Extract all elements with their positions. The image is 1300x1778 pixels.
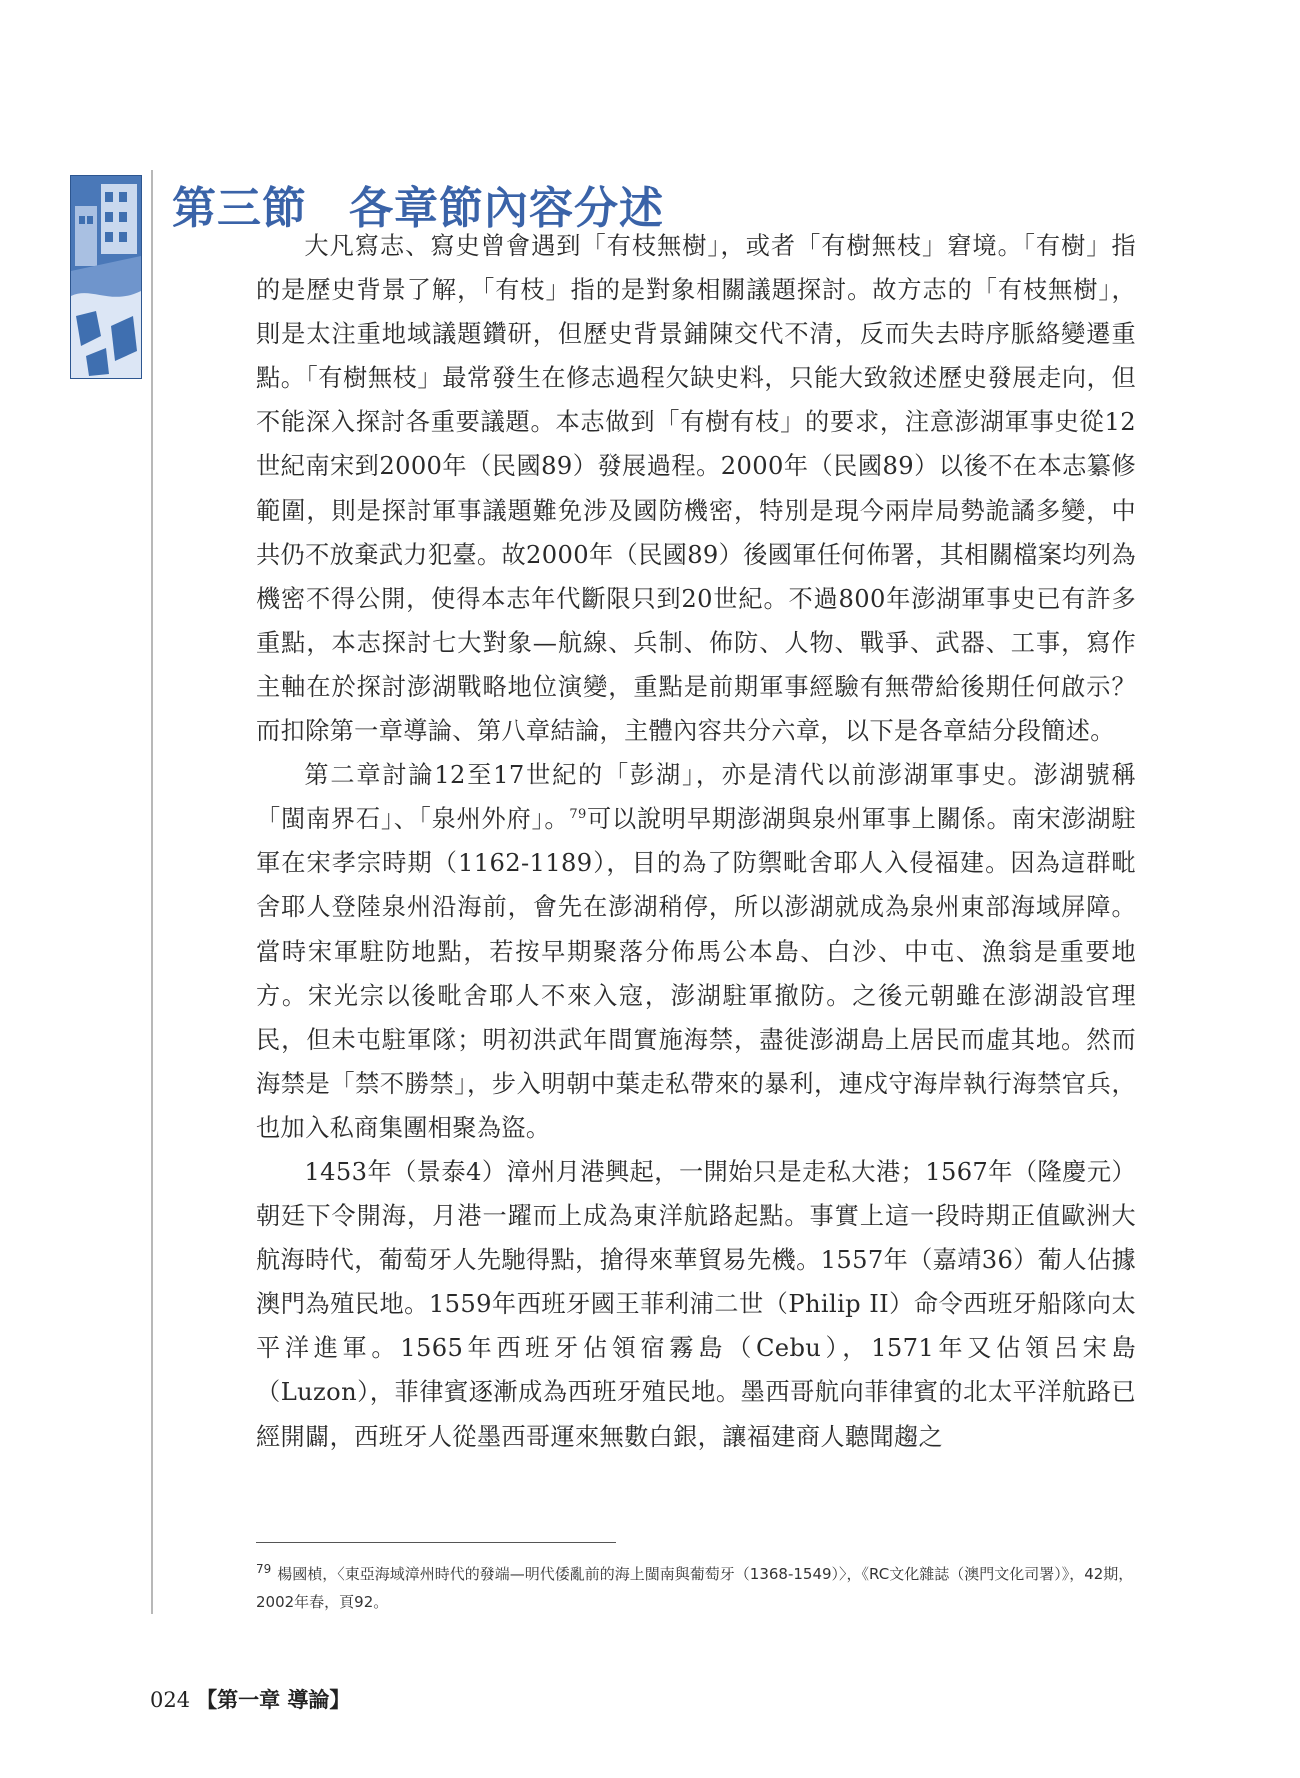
paragraph: 1453年（景泰4）漳州月港興起，一開始只是走私大港；1567年（隆慶元）朝廷下令開海，月港一躍而上成為東洋航路起點。事實上這一段時期正值歐洲大航海時代，葡萄牙人先馳得點，搶得來華貿易先機。1557年（嘉靖36）葡人佔據澳門為殖民地。1559年西班牙國王菲利浦二世（Philip II）命令西班牙船隊向太平洋進軍。1565年西班牙佔領宿霧島（Cebu），1571年又佔領呂宋島（Luzon），菲律賓逐漸成為西班牙殖民地。墨西哥航向菲律賓的北太平洋航路已經開闢，西班牙人從墨西哥運來無數白銀，讓福建商人聽聞趨之 (256, 1157, 1136, 1451)
footnote-mark: 79 (256, 1562, 272, 1576)
body-text (256, 224, 1136, 1459)
section-number: 第三節 (172, 183, 307, 234)
paragraph (256, 753, 1136, 1150)
section-title-text: 各章節內容分述 (349, 183, 664, 234)
page-number: 024 (150, 1688, 191, 1712)
footnote (256, 1560, 1136, 1616)
footnote-text: 楊國楨，〈東亞海域漳州時代的發端—明代倭亂前的海上閩南與葡萄牙（1368-1549）〉，《RC文化雜誌（澳門文化司署）》，42期，2002年春，頁92。 (256, 1565, 1134, 1611)
footnote-reference[interactable]: 79 (569, 807, 587, 823)
footnote-divider (256, 1542, 616, 1543)
page-footer (150, 1684, 350, 1714)
paragraph: 大凡寫志、寫史曾會遇到「有枝無樹」，或者「有樹無枝」窘境。「有樹」指的是歷史背景了解，「有枝」指的是對象相關議題探討。故方志的「有枝無樹」，則是太注重地域議題鑽研，但歷史背景鋪陳交代不清，反而失去時序脈絡變遷重點。「有樹無枝」最常發生在修志過程欠缺史料，只能大致敘述歷史發展走向，但不能深入探討各重要議題。本志做到「有樹有枝」的要求，注意澎湖軍事史從12世紀南宋到2000年（民國89）發展過程。2000年（民國89）以後不在本志纂修範圍，則是探討軍事議題難免涉及國防機密，特別是現今兩岸局勢詭譎多變，中共仍不放棄武力犯臺。故2000年（民國89）後國軍任何佈署，其相關檔案均列為機密不得公開，使得本志年代斷限只到20世紀。不過800年澎湖軍事史已有許多重點，本志探討七大對象—航線、兵制、佈防、人物、戰爭、武器、工事，寫作主軸在於探討澎湖戰略地位演變，重點是前期軍事經驗有無帶給後期任何啟示？而扣除第一章導論、第八章結論，主體內容共分六章，以下是各章結分段簡述。 (256, 232, 1136, 746)
section-decorative-photo (70, 175, 142, 379)
running-chapter-title: 【第一章 導論】 (196, 1687, 351, 1712)
street-scene-illustration (71, 176, 141, 378)
paragraph-text: 可以說明早期澎湖與泉州軍事上關係。南宋澎湖駐軍在宋孝宗時期（1162-1189），目的為了防禦毗舍耶人入侵福建。因為這群毗舍耶人登陸泉州沿海前，會先在澎湖稍停，所以澎湖就成為泉州東部海域屏障。當時宋軍駐防地點，若按早期聚落分佈馬公本島、白沙、中屯、漁翁是重要地方。宋光宗以後毗舍耶人不來入寇，澎湖駐軍撤防。之後元朝雖在澎湖設官理民，但未屯駐軍隊；明初洪武年間實施海禁，盡徙澎湖島上居民而虛其地。然而海禁是「禁不勝禁」，步入明朝中葉走私帶來的暴利，連戍守海岸執行海禁官兵，也加入私商集團相聚為盜。 (256, 805, 1136, 1142)
left-margin-rule (151, 170, 153, 1614)
paragraph-text: 第二章討論12至17世紀的「彭湖」，亦是清代以前澎湖軍事史。澎湖號稱「閩南界石」、「泉州外府」。 (256, 761, 1136, 834)
